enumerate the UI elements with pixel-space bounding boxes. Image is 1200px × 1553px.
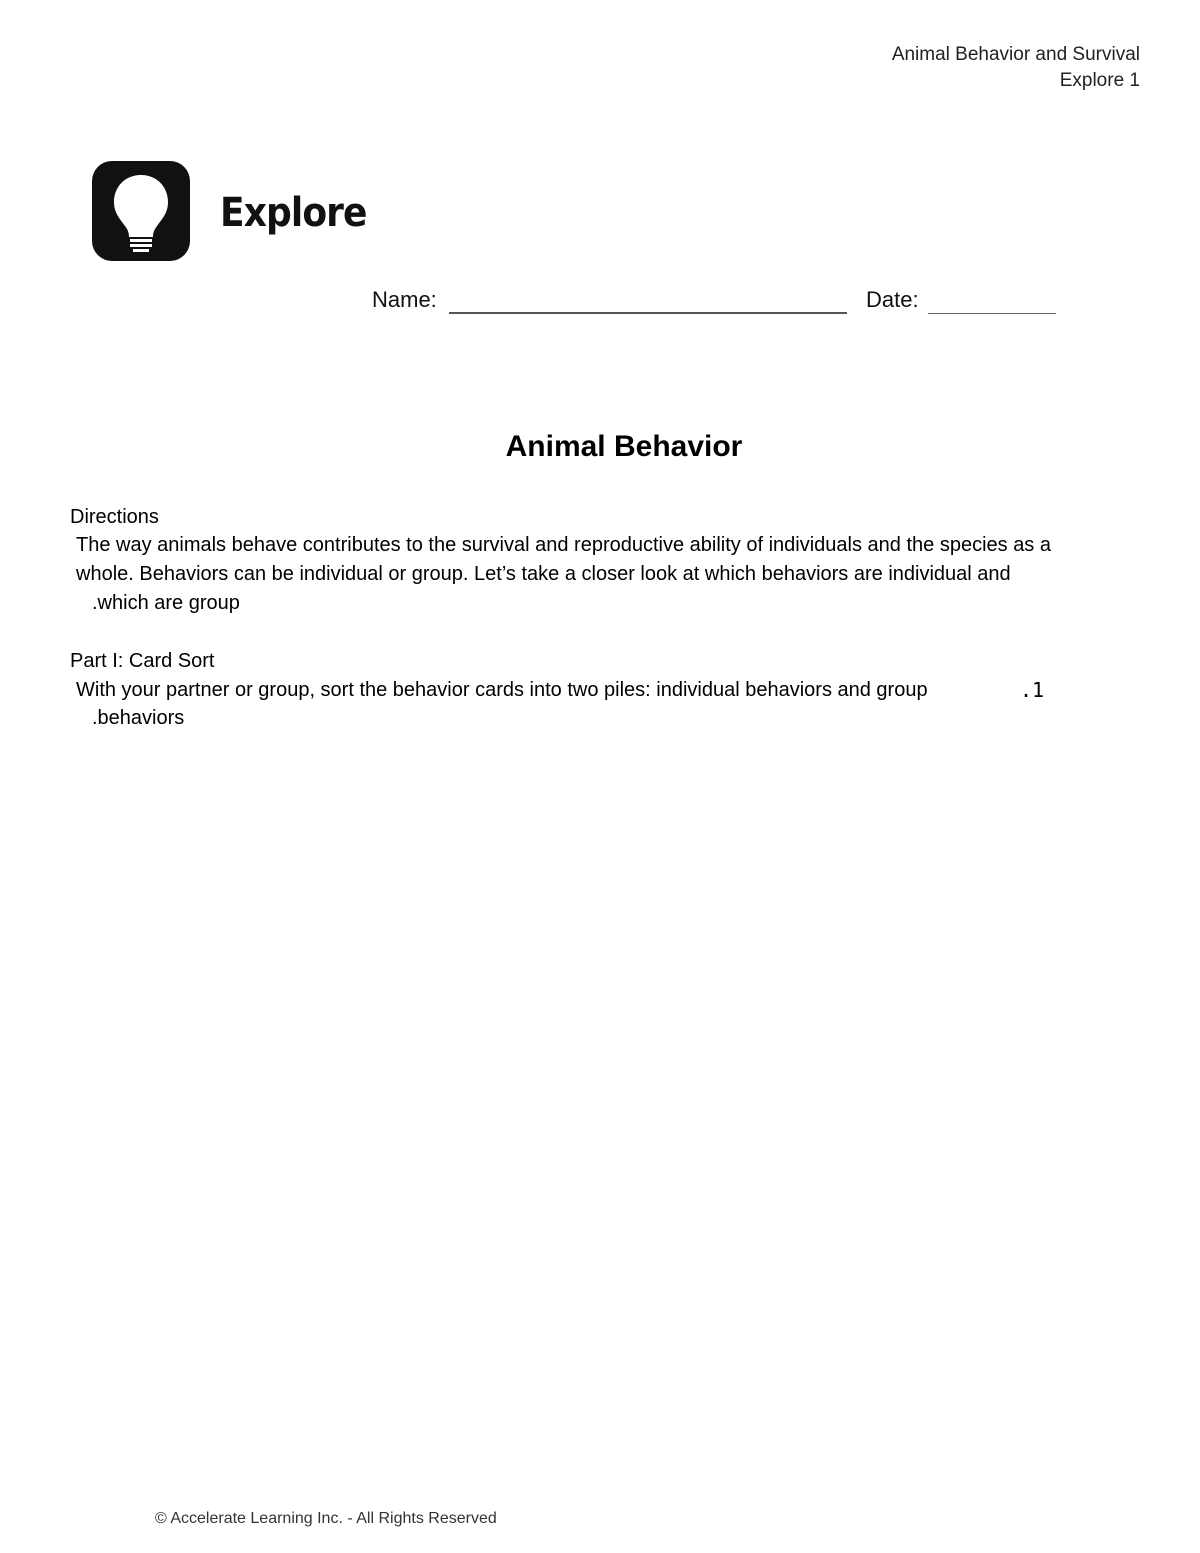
lightbulb-icon	[92, 161, 190, 261]
directions-line: .which are group	[92, 592, 240, 614]
directions-heading: Directions	[70, 506, 159, 528]
part1-heading: Part I: Card Sort	[70, 650, 215, 672]
part1-line: .behaviors	[92, 707, 185, 729]
unit-title: Animal Behavior and Survival	[891, 44, 1140, 65]
date-field[interactable]	[928, 313, 1056, 314]
page-header-meta	[892, 42, 1140, 94]
document-title: Animal Behavior	[505, 430, 743, 463]
name-field[interactable]	[449, 312, 847, 314]
date-label: Date:	[866, 287, 919, 312]
directions-line: whole. Behaviors can be individual or group. Let’s take a closer look at which behaviors are individual and	[76, 563, 1011, 585]
name-label: Name:	[372, 287, 437, 312]
explore-label: Explore	[220, 190, 367, 236]
list-item-number: .1	[1020, 678, 1045, 702]
page-label: Explore 1	[1059, 70, 1140, 91]
copyright-footer: © Accelerate Learning Inc. - All Rights Reserved	[155, 1510, 497, 1527]
directions-line: The way animals behave contributes to the survival and reproductive ability of individuals and the species as a	[76, 534, 1051, 556]
part1-line: With your partner or group, sort the behavior cards into two piles: individual behaviors and group	[76, 679, 928, 701]
